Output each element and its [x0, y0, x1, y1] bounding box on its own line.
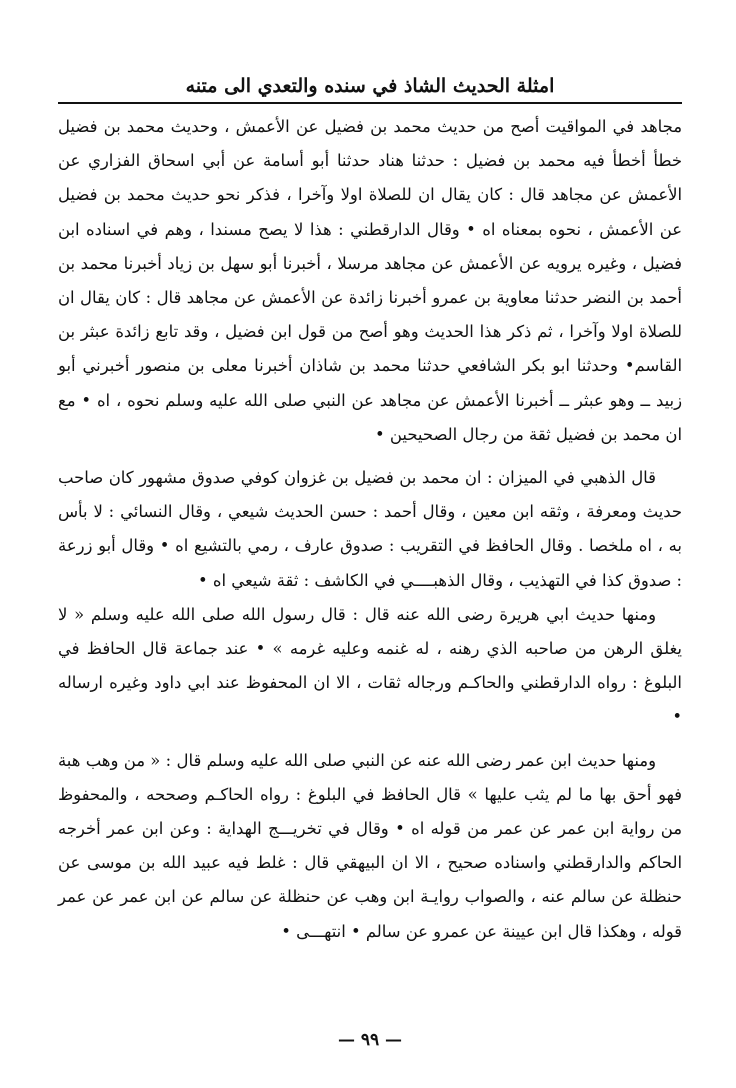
paragraph-2: قال الذهبي في الميزان : ان محمد بن فضيل بن غزوان كوفي صدوق مشهور كان صاحب حديث ومعرفة ، وثقه ابن معين ، وقال أحمد : حسن الحديث شيعي ، وقال النسائي : لا بأس به ، اه ملخصا . وقال الحافظ في التقريب : صدوق عارف ، رمي بالتشيع اه • وقال أبو زرعة : صدوق كذا في التهذيب ، وقال الذهبــــي في الكاشف : ثقة شيعي اه • [58, 468, 682, 590]
running-header: امثلة الحديث الشاذ في سنده والتعدي الى متنه [185, 75, 555, 97]
body-text [58, 110, 682, 949]
document-page [58, 70, 682, 1060]
header-rule [58, 102, 682, 104]
paragraph-4: ومنها حديث ابن عمر رضى الله عنه عن النبي صلى الله عليه وسلم قال : « من وهب هبة فهو أحق بها ما لم يثب عليها » قال الحافظ في البلوغ : رواه الحاكـم وصححه ، والمحفوظ من رواية ابن عمر عن عمر من قوله اه • وقال في تخريـــج الهداية : وعن ابن عمر أخرجه الحاكم والدارقطني واسناده صحيح ، الا ان البيهقي قال : غلط فيه عبيد الله بن موسى عن حنظلة عن سالم عنه ، والصواب روايـة ابن وهب عن حنظلة عن سالم عن ابن عمر عن عمر قوله ، وهكذا قال ابن عيينة عن عمرو عن سالم • انتهـــى • [58, 750, 682, 941]
paragraph-1: مجاهد في المواقيت أصح من حديث محمد بن فضيل عن الأعمش ، وحديث محمد بن فضيل خطأ أخطأ فيه محمد بن فضيل : حدثنا هناد حدثنا أبو أسامة عن أبي اسحاق الفزاري عن الأعمش عن مجاهد قال : كان يقال ان للصلاة اولا وآخرا ، فذكر نحو حديث محمد بن فضيل عن الأعمش ، نحوه بمعناه اه • وقال الدارقطني : هذا لا يصح مسندا ، وهم في اسناده ابن فضيل ، وغيره يرويه عن الأعمش عن مجاهد مرسلا ، أخبرنا أبو سهل بن زياد أخبرنا محمد بن أحمد بن النضر حدثنا معاوية بن عمرو أخبرنا زائدة عن الأعمش عن مجاهد قال : كان يقال ان للصلاة اولا وآخرا ، ثم ذكر هذا الحديث وهو أصح من قول ابن فضيل ، وقد تابع زائدة عبثر بن القاسم• وحدثنا ابو بكر الشافعي حدثنا محمد بن شاذان أخبرنا معلى بن منصور أخبرني أبو زبيد ــ وهو عبثر ــ أخبرنا الأعمش عن مجاهد عن النبي صلى الله عليه وسلم نحوه ، اه • مع ان محمد بن فضيل ثقة من رجال الصحيحين • [58, 117, 682, 444]
page-number: — ٩٩ — [337, 1030, 403, 1050]
paragraph-3: ومنها حديث ابي هريرة رضى الله عنه قال : قال رسول الله صلى الله عليه وسلم « لا يغلق الرهن من صاحبه الذي رهنه ، له غنمه وعليه غرمه » • عند جماعة قال الحافظ في البلوغ : رواه الدارقطني والحاكـم ورجاله ثقات ، الا ان المحفوظ عند ابي داود وغيره ارساله • [58, 604, 682, 727]
